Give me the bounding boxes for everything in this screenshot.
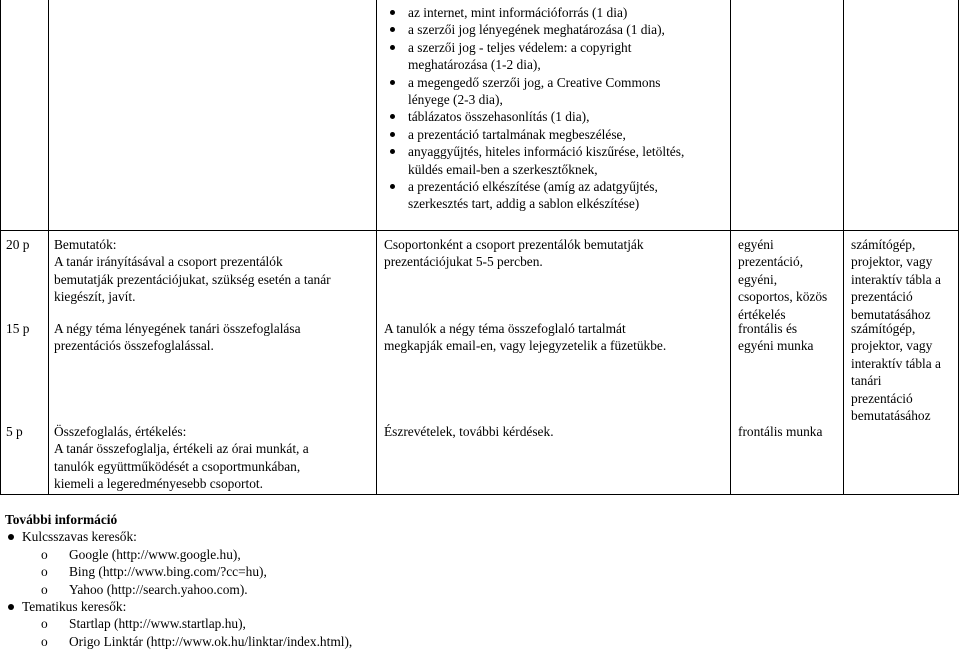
list-item: táblázatos összehasonlítás (1 dia), — [389, 108, 729, 125]
tools-cell: számítógép, projektor, vagy interaktív tábla a tanári prezentáció bemutatásához — [851, 321, 941, 424]
grid-vline-11 — [843, 230, 844, 495]
list-item: a szerzői jog lényegének meghatározása (1 dia), — [389, 21, 729, 38]
list-item: a szerzői jog - teljes védelem: a copyright meghatározása (1-2 dia), — [389, 39, 729, 74]
list-item: az internet, mint információforrás (1 dia) — [389, 4, 729, 21]
grid-hline-2 — [0, 494, 959, 495]
list-item: o Yahoo (http://search.yahoo.com). — [41, 581, 248, 597]
list-item: Tematikus keresők: — [5, 598, 352, 615]
time-cell: 15 p — [6, 321, 30, 336]
list-item: o Startlap (http://www.startlap.hu), — [41, 616, 246, 632]
grid-vline-1 — [0, 0, 1, 231]
further-information-section — [5, 511, 352, 650]
method-cell: frontális munka — [738, 424, 823, 439]
list-item: a megengedő szerzői jog, a Creative Commons lényege (2-3 dia), — [389, 74, 729, 109]
list-item: anyaggyűjtés, hiteles információ kiszűrése, letöltés, küldés email-ben a szerkesztőknek, — [389, 143, 729, 178]
teacher-activity-cell: Bemutatók: A tanár irányításával a csoport prezentálók bemutatják prezentációjukat, szükség esetén a tanár kiegészít, javít. — [54, 237, 331, 305]
grid-vline-6 — [958, 0, 959, 231]
list-item: a prezentáció tartalmának megbeszélése, — [389, 126, 729, 143]
time-cell: 5 p — [6, 424, 23, 439]
teacher-activity-cell: A négy téma lényegének tanári összefoglalása prezentációs összefoglalással. — [54, 321, 301, 354]
grid-vline-2 — [48, 0, 49, 231]
grid-vline-4 — [730, 0, 731, 231]
activity-bullet-list — [389, 4, 729, 213]
student-activity-cell: A tanulók a négy téma összefoglaló tartalmát megkapják email-en, vagy lejegyzetelik a füzetükbe. — [384, 321, 667, 354]
grid-hline-1 — [0, 230, 959, 231]
grid-vline-7 — [0, 230, 1, 495]
time-cell: 20 p — [6, 237, 30, 252]
method-cell: egyéni prezentáció, egyéni, csoportos, közös értékelés — [738, 237, 828, 322]
teacher-activity-cell: Összefoglalás, értékelés: A tanár összefoglalja, értékeli az órai munkát, a tanulók együttműködését a csoportmunkában, kiemeli a legeredményesebb csoportot. — [54, 424, 309, 492]
grid-vline-9 — [376, 230, 377, 495]
grid-vline-3 — [376, 0, 377, 231]
grid-vline-12 — [958, 230, 959, 495]
section-heading: További információ — [5, 512, 118, 527]
list-item: o Bing (http://www.bing.com/?cc=hu), — [41, 564, 267, 580]
student-activity-cell: Csoportonként a csoport prezentálók bemutatják prezentációjukat 5-5 percben. — [384, 237, 644, 270]
grid-vline-10 — [730, 230, 731, 495]
list-item: Kulcsszavas keresők: — [5, 528, 352, 545]
list-item: o Google (http://www.google.hu), — [41, 546, 241, 562]
list-item: o Origo Linktár (http://www.ok.hu/linktar/index.html), — [41, 633, 353, 649]
grid-vline-5 — [843, 0, 844, 231]
tools-cell: számítógép, projektor, vagy interaktív tábla a prezentáció bemutatásához — [851, 237, 941, 322]
method-cell: frontális és egyéni munka — [738, 321, 814, 354]
grid-vline-8 — [48, 230, 49, 495]
list-item: a prezentáció elkészítése (amíg az adatgyűjtés, szerkesztés tart, addig a sablon elkészítése) — [389, 178, 729, 213]
student-activity-cell: Észrevételek, további kérdések. — [384, 424, 554, 439]
